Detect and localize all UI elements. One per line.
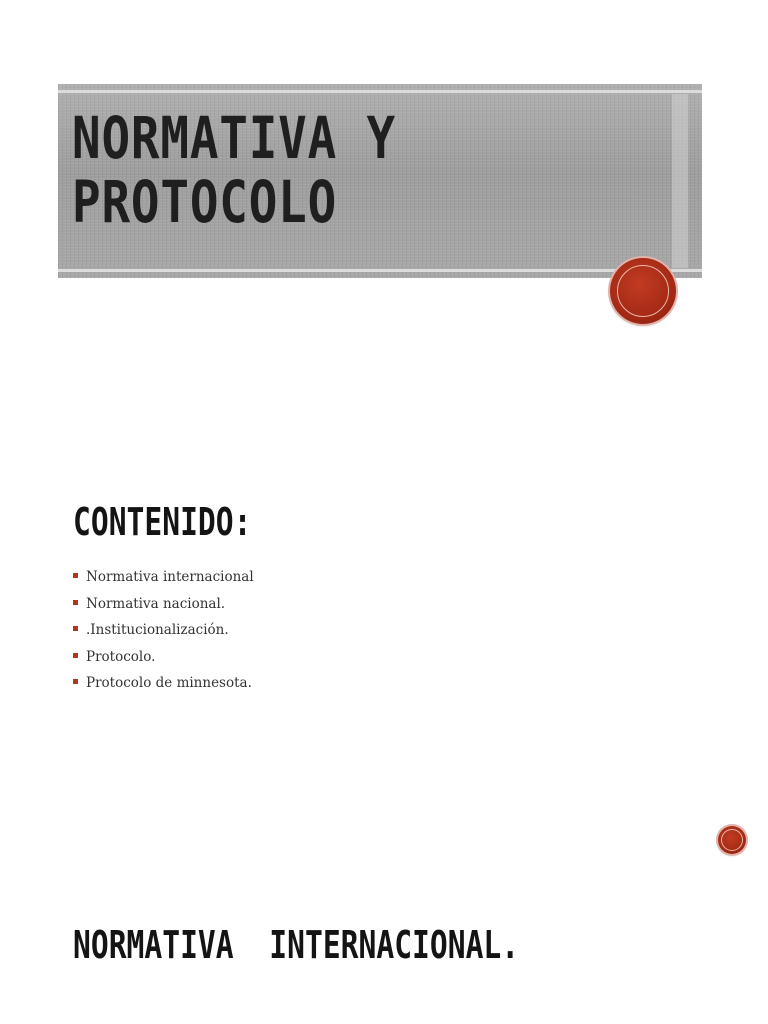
list-item (73, 566, 254, 593)
title-banner (58, 84, 702, 278)
list-item-text: Normativa internacional (86, 569, 254, 585)
red-circle-ring (721, 829, 743, 851)
list-item-text: .Institucionalización. (86, 622, 229, 638)
list-item (73, 646, 254, 673)
contenido-heading: CONTENIDO: (73, 500, 252, 544)
banner-top-rule (58, 90, 702, 93)
list-item (73, 593, 254, 620)
square-bullet-icon (73, 573, 78, 578)
slide-title-line-1: NORMATIVA Y (72, 104, 396, 172)
list-item-text: Protocolo de minnesota. (86, 675, 252, 691)
contenido-list (73, 566, 254, 699)
slide-title (72, 106, 396, 234)
red-circle-icon (718, 826, 746, 854)
list-item-text: Normativa nacional. (86, 595, 226, 612)
red-circle-ring (617, 265, 669, 317)
list-item (73, 619, 254, 646)
normativa-internacional-heading: NORMATIVA INTERNACIONAL. (73, 923, 520, 967)
square-bullet-icon (73, 653, 78, 658)
banner-bottom-rule (58, 269, 702, 272)
slide-title-line-2: PROTOCOLO (72, 168, 338, 236)
banner-edge-strip (672, 94, 688, 268)
list-item (73, 672, 254, 699)
red-circle-icon (610, 258, 676, 324)
square-bullet-icon (73, 679, 78, 684)
square-bullet-icon (73, 626, 78, 631)
list-item-text: Protocolo. (86, 648, 156, 665)
square-bullet-icon (73, 600, 78, 605)
